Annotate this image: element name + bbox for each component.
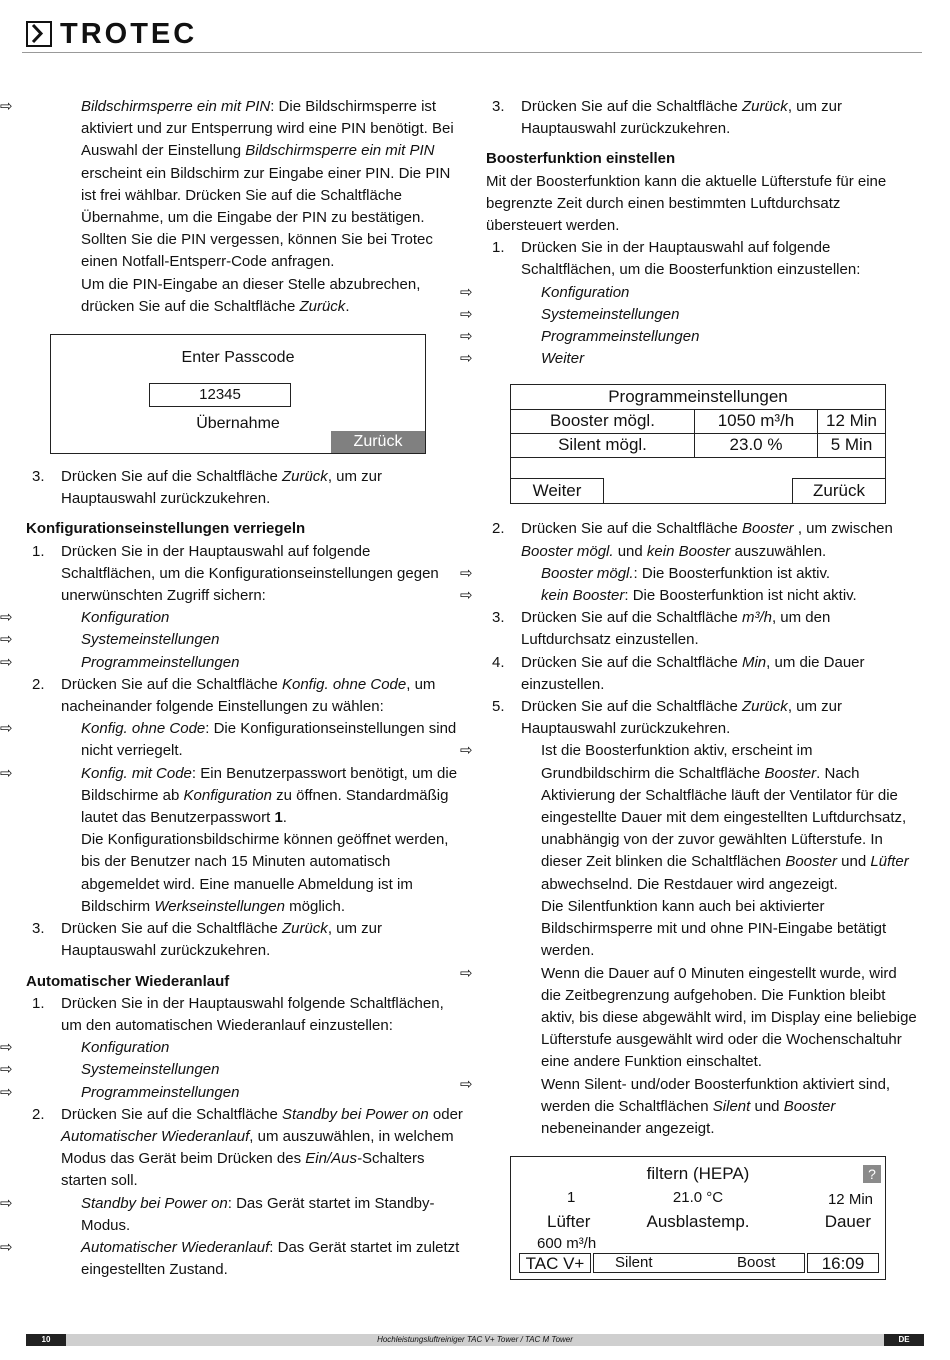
back-button[interactable]: Zurück [331, 431, 425, 453]
menu-item: ⇨ Systemeinstellungen [26, 629, 466, 651]
airflow-value: 600 m³/h [537, 1235, 597, 1253]
page-header [22, 18, 922, 50]
arrow-right-icon: ⇨ [0, 98, 13, 115]
menu-item: ⇨ Weiter [486, 348, 918, 370]
option-no-code: ⇨ Konfig. ohne Code: Die Konfigurationseinstellungen sind nicht verriegelt. [0, 720, 457, 760]
temperature-value: 21.0 °C [672, 1189, 724, 1207]
temperature-label: Ausblastemp. [646, 1212, 750, 1232]
arrow-right-icon: ⇨ [460, 1075, 473, 1093]
passcode-title: Enter Passcode [181, 349, 295, 367]
option-booster-on: ⇨ Booster mögl.: Die Boosterfunktion ist aktiv. [486, 563, 918, 585]
menu-item: ⇨ Programmeinstellungen [26, 1082, 466, 1104]
passcode-screen [50, 334, 426, 454]
step-2: 2. Drücken Sie auf die Schaltfläche Standby bei Power on oder Automatischer Wiederanlauf, um auszuwählen, in welchem Modus das Gerät beim Drücken des Ein/Aus-Schalters starten soll. [32, 1105, 463, 1190]
arrow-right-icon: ⇨ [0, 1039, 13, 1057]
header-divider [22, 52, 922, 53]
silent-level[interactable]: 23.0 % [729, 435, 783, 455]
step-1: 1. Drücken Sie in der Hauptauswahl auf folgende Schaltflächen, um die Konfigurationseinstellungen gegen unerwünschten Zugriff sichern: [32, 542, 439, 605]
heading-lock-config: Konfigurationseinstellungen verriegeln [26, 520, 306, 538]
menu-item: ⇨ Programmeinstellungen [26, 652, 466, 674]
pin-input[interactable]: 12345 [149, 383, 291, 407]
arrow-right-icon: ⇨ [460, 742, 473, 760]
note-silent-booster: ⇨ Wenn Silent- und/oder Boosterfunktion aktiviert sind, werden die Schaltflächen Silent und Booster nebeneinander angezeigt. [460, 1075, 891, 1137]
booster-toggle[interactable]: Booster mögl. [550, 411, 655, 431]
step-4: 4. Drücken Sie auf die Schaltfläche Min, um die Dauer einzustellen. [492, 653, 865, 693]
screen-title: filtern (HEPA) [646, 1164, 750, 1184]
step-2: 2. Drücken Sie auf die Schaltfläche Booster , um zwischen Booster mögl. und kein Booster auszuwählen. [492, 520, 893, 560]
booster-row [511, 409, 885, 434]
menu-item: ⇨ Systemeinstellungen [26, 1059, 466, 1081]
footer-title: Hochleistungsluftreiniger TAC V+ Tower / TAC M Tower [377, 1335, 573, 1344]
screen-title: Programmeinstellungen [608, 387, 788, 407]
step-1: 1. Drücken Sie in der Hauptauswahl auf folgende Schaltflächen, um die Boosterfunktion einzustellen: [492, 239, 861, 279]
step-5: 5. Drücken Sie auf die Schaltfläche Zurück, um zur Hauptauswahl zurückzukehren. [492, 698, 842, 738]
language-badge: DE [884, 1334, 924, 1346]
brand-logo: TROTEC [60, 18, 198, 50]
option-screen-lock-pin: ⇨ Bildschirmsperre ein mit PIN: Die Bildschirmsperre ist aktiviert und zur Entsperrung wird eine PIN benötigt. Bei Auswahl der Einstellung Bildschirmsperre ein mit PIN erscheint ein Bildschirm zur Eingabe einer PIN. Die PIN ist frei wählbar. Drücken Sie auf die Schaltfläche Übernahme, um die Eingabe der PIN zu bestätigen. Sollten Sie die PIN vergessen, können Sie bei Trotec einen Notfall-Entsperr-Code anfragen. Um die PIN-Eingabe an dieser Stelle abzubrechen, drücken Sie auf die Schaltfläche Zurück. [0, 98, 454, 315]
help-icon[interactable]: ? [863, 1165, 881, 1183]
silent-row [511, 433, 885, 458]
silent-duration[interactable]: 5 Min [830, 435, 873, 455]
step-3: 3. Drücken Sie auf die Schaltfläche Zurück, um zur Hauptauswahl zurückzukehren. [32, 920, 382, 960]
silent-toggle[interactable]: Silent mögl. [558, 435, 647, 455]
menu-item: ⇨ Systemeinstellungen [486, 304, 918, 326]
clock-button[interactable]: 16:09 [807, 1253, 879, 1273]
arrow-right-icon: ⇨ [0, 764, 13, 782]
arrow-right-icon: ⇨ [0, 720, 13, 738]
menu-item: ⇨ Programmeinstellungen [486, 326, 918, 348]
arrow-right-icon: ⇨ [460, 564, 473, 582]
arrow-right-icon: ⇨ [0, 631, 13, 649]
step-3: 3. Drücken Sie auf die Schaltfläche m³/h, um den Luftdurchsatz einzustellen. [492, 609, 831, 649]
next-button[interactable]: Weiter [511, 478, 604, 503]
option-with-code: ⇨ Konfig. mit Code: Ein Benutzerpasswort benötigt, um die Bildschirme ab Konfiguration zu öffnen. Standardmäßig lautet das Benutzerpasswort 1. Die Konfigurationsbildschirme können geöffnet werden, bis der Benutzer nach 15 Minuten automatisch abgemeldet wird. Eine manuelle Abmeldung ist im Bildschirm Werkseinstellungen möglich. [0, 764, 458, 915]
program-settings-screen [510, 384, 886, 504]
arrow-right-icon: ⇨ [0, 653, 13, 671]
boost-button[interactable]: Boost [737, 1254, 776, 1272]
filter-main-screen [510, 1156, 886, 1280]
duration-label: Dauer [824, 1212, 871, 1232]
step-1: 1. Drücken Sie in der Hauptauswahl folgende Schaltflächen, um den automatischen Wiederanlauf einzustellen: [32, 994, 444, 1034]
page-number: 10 [26, 1334, 66, 1346]
arrow-right-icon: ⇨ [0, 1083, 13, 1101]
arrow-right-icon: ⇨ [460, 350, 473, 368]
arrow-right-icon: ⇨ [460, 283, 473, 301]
booster-duration[interactable]: 12 Min [825, 411, 878, 431]
menu-item: ⇨ Konfiguration [26, 1037, 466, 1059]
duration-value: 12 Min [827, 1191, 873, 1209]
arrow-right-icon: ⇨ [460, 587, 473, 605]
booster-flow[interactable]: 1050 m³/h [717, 411, 795, 431]
accept-button[interactable]: Übernahme [196, 415, 280, 433]
step-2: 2. Drücken Sie auf die Schaltfläche Konfig. ohne Code, um nacheinander folgende Einstellungen zu wählen: [32, 675, 436, 716]
page-footer [26, 1334, 924, 1346]
left-column [0, 96, 466, 1281]
menu-item: ⇨ Konfiguration [26, 607, 466, 629]
option-standby: ⇨ Standby bei Power on: Das Gerät startet im Standby-Modus. [0, 1194, 435, 1234]
option-booster-off: ⇨ kein Booster: Die Boosterfunktion ist nicht aktiv. [486, 585, 918, 607]
screen-title-row [511, 385, 885, 410]
note-booster-active: ⇨ Ist die Boosterfunktion aktiv, erscheint im Grundbildschirm die Schaltfläche Booster. Nach Aktivierung der Schaltfläche läuft der Ventilator für die eingestellte Dauer mit dem eingestellten Luftdurchsatz, unabhängig von der zuvor gewählten Lüfterstufe. In dieser Zeit blinken die Schaltflächen Booster und Lüfter abwechselnd. Die Restdauer wird angezeigt. Die Silentfunktion kann auch bei aktivierter Bildschirmsperre mit und ohne PIN-Eingabe betätigt werden. [460, 742, 909, 960]
arrow-right-icon: ⇨ [0, 609, 13, 627]
silent-button[interactable]: Silent [615, 1254, 653, 1272]
note-zero-duration: ⇨ Wenn die Dauer auf 0 Minuten eingestellt wurde, wird die Zeitbegrenzung aufgehoben. Die Funktion bleibt aktiv, bis diese abgewählt wird, im Display eine beliebige Lüfterstufe ausgewählt wird oder die Wochenschaltuhr eine andere Funktion einschaltet. [460, 964, 917, 1071]
fan-level-value: 1 [567, 1189, 576, 1207]
status-bar [519, 1253, 879, 1273]
arrow-right-icon: ⇨ [460, 964, 473, 982]
step-3: 3. Drücken Sie auf die Schaltfläche Zurück, um zur Hauptauswahl zurückzukehren. [32, 468, 382, 508]
tac-button[interactable]: TAC V+ [519, 1253, 591, 1273]
option-auto-restart: ⇨ Automatischer Wiederanlauf: Das Gerät startet im zuletzt eingestellten Zustand. [0, 1238, 460, 1279]
trotec-logo-icon [26, 21, 52, 47]
heading-booster: Boosterfunktion einstellen [486, 150, 676, 168]
heading-auto-restart: Automatischer Wiederanlauf [26, 972, 230, 990]
step-3: 3. Drücken Sie auf die Schaltfläche Zurück, um zur Hauptauswahl zurückzukehren. [492, 98, 842, 138]
arrow-right-icon: ⇨ [0, 1238, 13, 1256]
menu-item: ⇨ Konfiguration [486, 282, 918, 304]
booster-intro: Mit der Boosterfunktion kann die aktuelle Lüfterstufe für eine begrenzte Zeit durch einen bestimmten Luftdurchsatz übersteuert werden. [486, 172, 887, 235]
arrow-right-icon: ⇨ [0, 1194, 13, 1212]
back-button[interactable]: Zurück [792, 478, 885, 503]
arrow-right-icon: ⇨ [460, 305, 473, 323]
arrow-right-icon: ⇨ [460, 328, 473, 346]
fan-button[interactable]: Lüfter [547, 1212, 591, 1232]
right-column [460, 96, 918, 1280]
arrow-right-icon: ⇨ [0, 1061, 13, 1079]
